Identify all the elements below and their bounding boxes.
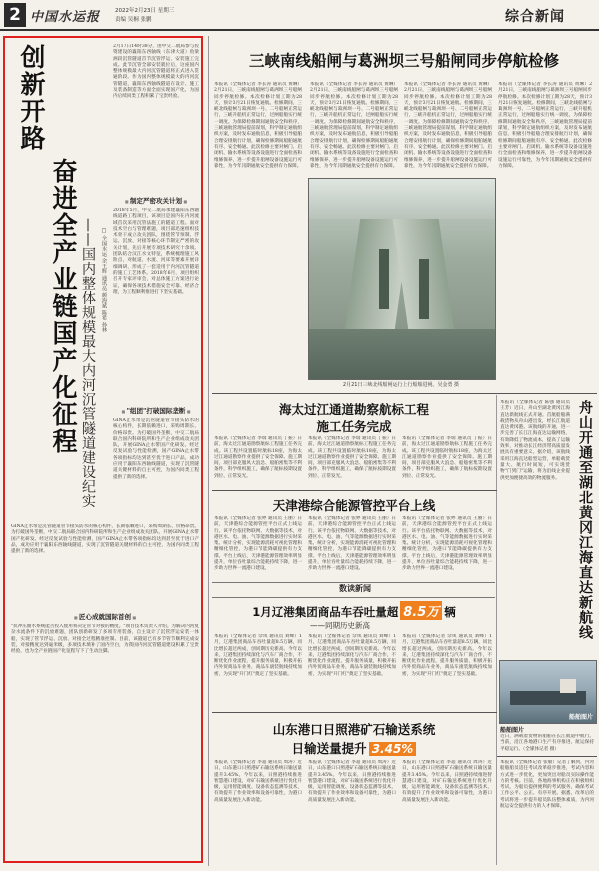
tianjin-body: 本报讯（全媒体记者 张婷 通讯员 王丽）日前，天津港综合能源管控平台正式上线运行。该平台依托物联网、大数据等技术，对港区水、电、油、气等能源数据进行实时采集、统计分析，实现能源消耗可视化管理和精细化管控，为港口节能降碳提供有力支撑。平台上线后，天津港能源管理效率明显提升，单位吞吐量综合能耗持续下降，进一步助力世界一流港口建设。 xyxy=(214,516,302,572)
strait-body: 本报讯（全媒体记者 李瑞 通讯员 丁振）日前，海太过江通道勘察航标工程施工任务完成。该工程共设置临时航标18座，为海太过江通道勘察作业提供了安全保障。施工期间，项目部克服风大浪急、船舶密集等不利条件，科学组织施工，确保了航标按期设置到位、正常发光。 xyxy=(402,436,492,479)
section-rule xyxy=(212,712,497,713)
headline-part1: 创新开路 xyxy=(17,44,46,152)
photo-caption: 2月21日三峡北线船闸运行上行船舶进闸。吴金勇 摄 xyxy=(342,382,460,388)
section-name: 综合新闻 xyxy=(505,9,565,25)
byline: □ 全国水运 余王辉 通讯员 颜海斌 陈希 孙林 xyxy=(101,228,107,333)
zhoushan-headline: 舟山开通至湖北黄冈江海直达新航线 xyxy=(577,400,593,640)
page-number: 2 xyxy=(4,3,26,27)
section-heading: ■ 制定严密攻关计划 ■ xyxy=(113,196,199,205)
section-rule xyxy=(212,490,497,491)
ship-photo xyxy=(499,660,597,724)
section-rule xyxy=(497,393,597,394)
section-rule xyxy=(497,756,597,757)
article-subtitle: ——国内整体规模最大内河沉管隧道建设纪实 xyxy=(80,218,96,508)
strait-body: 本报讯（全媒体记者 李瑞 通讯员 丁振）日前，海太过江通道勘察航标工程施工任务完成。该工程共设置临时航标18座，为海太过江通道勘察作业提供了安全保障。施工期间，项目部克服风大浪急、船舶密集等不利条件，科学组织施工，确保了航标按期设置到位、正常发光。 xyxy=(214,436,302,479)
data-news-body: 本报讯（全媒体记者 佘凤 通讯员 刘峰）1月，辽港集团商品车吞吐量超8.5万辆，同比增长超过两成，创同期历史新高。今年以来，辽港集团持续深化与汽车厂商合作，不断优化作业流程，提升服务质量，积极开拓内外贸商品车业务，商品车滚装航线持续加密，为实现"开门红"奠定了坚实基础。 xyxy=(402,634,492,677)
top-headline: 三峡南线船闸与葛洲坝三号船闸同步停航检修 xyxy=(248,52,559,70)
section-rule xyxy=(212,393,497,394)
photo-caption-title: 船舶图片 xyxy=(500,727,525,734)
bottom-headline-text: 日输送量提升 xyxy=(291,741,367,756)
data-news-body: 本报讯（全媒体记者 佘凤 通讯员 刘峰）1月，辽港集团商品车吞吐量超8.5万辆，同比增长超过两成，创同期历史新高。今年以来，辽港集团持续深化与汽车厂商合作，不断优化作业流程，提升服务质量，积极开拓内外贸商品车业务，商品车滚装航线持续加密，为实现"开门红"奠定了坚实基础。 xyxy=(214,634,302,677)
section-heading: ■ 匠心成就国际首创 ■ xyxy=(11,612,199,621)
article-body: "抗冲压曲水系统能否投入使用将决定管节对接的精度。"项目技术负责人介绍。为解决内河复杂水流条件下的沉放难题，团队创新研发了多项专用装备，自主设计了沉管浮运安装一体船，实现了管节浮运、沉放、对接全过程精准控制。目前，该隧道已有多节管节顺利完成安装，对接精度达到毫米级，多项技术填补了国内空白，为我国内河沉管隧道建设积累了宝贵经验，也为全产业链国产化征程写下了生动注脚。 xyxy=(11,624,199,655)
tianjin-headline: 天津港综合能源管控平台上线 xyxy=(272,498,436,513)
strait-body: 本报讯（全媒体记者 李瑞 通讯员 丁振）日前，海太过江通道勘察航标工程施工任务完成。该工程共设置临时航标18座，为海太过江通道勘察作业提供了安全保障。施工期间，项目部克服风大浪急、船舶密集等不利条件，科学组织施工，确保了航标按期设置到位、正常发光。 xyxy=(308,436,396,479)
data-news-header: 数读新闻 xyxy=(339,584,371,593)
bottom-headline-number: 3.45% xyxy=(369,742,417,756)
data-news-body: 本报讯（全媒体记者 佘凤 通讯员 刘峰）1月，辽港集团商品车吞吐量超8.5万辆，同比增长超过两成，创同期历史新高。今年以来，辽港集团持续深化与汽车厂商合作，不断优化作业流程，提升服务质量，积极开拓内外贸商品车业务，商品车滚装航线持续加密，为实现"开门红"奠定了坚实基础。 xyxy=(308,634,396,677)
article-body: GINA止水带是沉管隧道管节接头防水的核心构件，长期依赖进口，采购周期长、价格昂贵。为打破国外垄断，中交二航局联合国内科研院所和生产企业组成攻关团队，开展GINA止水带国产化研发。经过反复试验与性能检测，国产GINA止水带各项指标均达到甚至优于进口产品，成功应用于襄阳东西轴线隧道，实现了沉管隧道关键材料的自主可控，为国内同类工程提供了新的选择。 xyxy=(113,418,199,480)
ship-lock-photo xyxy=(308,178,496,380)
tianjin-body: 本报讯（全媒体记者 张婷 通讯员 王丽）日前，天津港综合能源管控平台正式上线运行。该平台依托物联网、大数据等技术，对港区水、电、油、气等能源数据进行实时采集、统计分析，实现能源消耗可视化管理和精细化管控，为港口节能降碳提供有力支撑。平台上线后，天津港能源管理效率明显提升，单位吞吐量综合能耗持续下降，进一步助力世界一流港口建设。 xyxy=(402,516,492,572)
bottom-body: 本报讯（全媒体记者 李超 通讯员 周涛）近日，山东港口日照港矿石输送系统日输送量提升3.45%。今年以来，日照港持续推进智慧港口建设，对矿石输送系统进行优化升级，运用智能调度、设备状态监测等技术，有效提升了作业效率和设备可靠性，为港口高质量发展注入新动能。 xyxy=(402,760,492,803)
data-news-title xyxy=(214,601,494,620)
data-title-unit: 辆 xyxy=(444,605,456,619)
masthead-rule xyxy=(0,29,599,31)
data-title-number: 8.5万 xyxy=(400,601,442,620)
newspaper-logo: 中国水运报 xyxy=(30,10,101,25)
strait-headline-2: 施工任务完成 xyxy=(316,419,392,434)
editors: 责编 吴桐 张鹏 xyxy=(115,17,152,23)
article-intro: 2月17日14时38分，由中交二航局参与投资建设的襄阳东西轴线（东津大道）鱼梁洲段沉管隧道首节沉管浮运、安装施工完成。此节沉管全部安装就位后，这座国内整体规模最大内河沉管隧道将正式进入贯通阶段。作为国内整体规模最大的内河沉管隧道，襄阳东西轴线隧道在设计、施工及装备制造等方面全面实现国产化，为国内后续同类工程积累了宝贵经验。 xyxy=(113,44,199,100)
column-divider xyxy=(496,395,497,865)
bottom-body: 本报讯（全媒体记者 李超 通讯员 周涛）近日，山东港口日照港矿石输送系统日输送量提升3.45%。今年以来，日照港持续推进智慧港口建设，对矿石输送系统进行优化升级，运用智能调度、设备状态监测等技术，有效提升了作业效率和设备可靠性，为港口高质量发展注入新动能。 xyxy=(308,760,396,803)
bottom-headline-2 xyxy=(214,738,494,757)
bottom-headline-1: 山东港口日照港矿石输送系统 xyxy=(272,722,436,737)
article-body: GINA止水带是沉管隧道管节接头防水的核心构件，长期依赖进口，采购周期长、价格昂贵。为打破国外垄断，中交二航局联合国内科研院所和生产企业组成攻关团队，开展GINA止水带国产化研发。经过反复试验与性能检测，国产GINA止水带各项指标均达到甚至优于进口产品，成功应用于襄阳东西轴线隧道，实现了沉管隧道关键材料的自主可控，为国内同类工程提供了新的选择。 xyxy=(11,524,199,555)
section-heading: ■ "组团"打破国际垄断 ■ xyxy=(113,406,199,415)
bottom-body: 本报讯（全媒体记者 李超 通讯员 周涛）近日，山东港口日照港矿石输送系统日输送量提升3.45%。今年以来，日照港持续推进智慧港口建设，对矿石输送系统进行优化升级，运用智能调度、设备状态监测等技术，有效提升了作业效率和设备可靠性，为港口高质量发展注入新动能。 xyxy=(214,760,302,803)
zhoushan-body: 本报讯（全媒体记者 陈强 通讯员 王芳）近日，舟山至湖北黄冈江海直达新航线正式开通。首航船舶满载货物从舟山港出发，经长江航道直达黄冈港。该航线的开通，进一步完善了长江江海直达运输网络，有效降低了物流成本，提高了运输效率，对推动长江经济带高质量发展具有重要意义。据介绍，该航线采用江海直达船型运营，单船载货量大、航行时间短，可实现货物"门到门"运输，将为沿线企业提供更加便捷高效的物流服务。 xyxy=(500,400,570,481)
top-article-body: 本报讯（全媒体记者 李长涛 通讯员 黄琳）2月21日，三峡南线船闸与葛洲坝三号船闸同步停航检修。本次检修计划工期为28天，预计3月21日恢复通航。检修期间，三峡北线船闸与葛洲坝一号、二号船闸正常运行，三峡升船机正常运行，过闸船舶实行统一调度。为保障检修期间通航安全和秩序，三峡通航管理局提前谋划，科学制定通航组织方案，及时发布通航信息，积极引导船舶合理安排航行计划，确保检修期间船舶通航有序、安全畅通。此次检修主要对闸门、启闭机、输水系统等设备设施进行全面检查和维修保养，进一步提升船闸设备设施运行可靠性，为今年汛期通航安全提供有力保障。 xyxy=(214,82,302,169)
tianjin-body: 本报讯（全媒体记者 张婷 通讯员 王丽）日前，天津港综合能源管控平台正式上线运行。该平台依托物联网、大数据等技术，对港区水、电、油、气等能源数据进行实时采集、统计分析，实现能源消耗可视化管理和精细化管控，为港口节能降碳提供有力支撑。平台上线后，天津港能源管理效率明显提升，单位吞吐量综合能耗持续下降，进一步助力世界一流港口建设。 xyxy=(308,516,396,572)
right-bottom-body: 本报讯（全媒体记者 张敏）记者了解到，内河船舶船员适任考试改革稳步推进，考试内容和方式进一步优化，更加突出对船员实际操作能力的考核。目前，各地海事机构正在积极组织考试，为船员提供便利的考试服务，确保考试工作公平、公正、有序开展。据悉，改革后的考试将进一步提升船员队伍整体素质，为内河航运安全提供有力的人才保障。 xyxy=(500,760,594,810)
data-news-subtitle: ——同期历史新高 xyxy=(310,621,370,630)
left-article xyxy=(3,36,203,863)
top-article-body: 本报讯（全媒体记者 李长涛 通讯员 黄琳）2月21日，三峡南线船闸与葛洲坝三号船闸同步停航检修。本次检修计划工期为28天，预计3月21日恢复通航。检修期间，三峡北线船闸与葛洲坝一号、二号船闸正常运行，三峡升船机正常运行，过闸船舶实行统一调度。为保障检修期间通航安全和秩序，三峡通航管理局提前谋划，科学制定通航组织方案，及时发布通航信息，积极引导船舶合理安排航行计划，确保检修期间船舶通航有序、安全畅通。此次检修主要对闸门、启闭机、输水系统等设备设施进行全面检查和维修保养，进一步提升船闸设备设施运行可靠性，为今年汛期通航安全提供有力保障。 xyxy=(310,82,398,169)
photo-caption-body: 近日，满载着货物的船舶在长江航道中航行。当前，沿江各地港口生产有序推进，航运保持平稳运行。（全媒体记者 摄） xyxy=(500,734,594,752)
top-article-body: 本报讯（全媒体记者 李长涛 通讯员 黄琳）2月21日，三峡南线船闸与葛洲坝三号船闸同步停航检修。本次检修计划工期为28天，预计3月21日恢复通航。检修期间，三峡北线船闸与葛洲坝一号、二号船闸正常运行，三峡升船机正常运行，过闸船舶实行统一调度。为保障检修期间通航安全和秩序，三峡通航管理局提前谋划，科学制定通航组织方案，及时发布通航信息，积极引导船舶合理安排航行计划，确保检修期间船舶通航有序、安全畅通。此次检修主要对闸门、启闭机、输水系统等设备设施进行全面检查和维修保养，进一步提升船闸设备设施运行可靠性，为今年汛期通航安全提供有力保障。 xyxy=(498,82,592,169)
article-body: 2018年5月，中交二航局承建襄阳东西轴线道路工程项目，该项目是国内在内河流域首次采用沉管法施工的隧道工程。面对技术空白与管理难题，项目部迅速组织技术骨干成立攻关团队，围绕管节预制、浮运、沉放、对接等核心环节制定严密的攻关计划，先后开展专项技术研究十余项。团队结合汉江水文特征，系统梳理施工风险点，对航道、水流、河床等要素开展详细调研，形成了一套适用于内河沉管隧道的施工工艺体系。2018年6月，项目组织召开专家评审会，对总体施工方案进行论证，确保各项技术措施安全可靠、经济合理，为工程顺利推进打下坚实基础。 xyxy=(113,208,199,295)
column-divider xyxy=(208,36,209,866)
top-article-body: 本报讯（全媒体记者 李长涛 通讯员 黄琳）2月21日，三峡南线船闸与葛洲坝三号船闸同步停航检修。本次检修计划工期为28天，预计3月21日恢复通航。检修期间，三峡北线船闸与葛洲坝一号、二号船闸正常运行，三峡升船机正常运行，过闸船舶实行统一调度。为保障检修期间通航安全和秩序，三峡通航管理局提前谋划，科学制定通航组织方案，及时发布通航信息，积极引导船舶合理安排航行计划，确保检修期间船舶通航有序、安全畅通。此次检修主要对闸门、启闭机、输水系统等设备设施进行全面检查和维修保养，进一步提升船闸设备设施运行可靠性，为今年汛期通航安全提供有力保障。 xyxy=(404,82,492,169)
strait-headline-1: 海太过江通道勘察航标工程 xyxy=(278,402,429,417)
masthead xyxy=(0,0,599,30)
headline-part2: 奋进全产业链国产化征程 xyxy=(49,158,78,455)
issue-date: 2022年2月23日 星期三 xyxy=(115,8,175,14)
photo-label: 船舶图片 xyxy=(568,714,593,721)
data-title-text: 1月辽港集团商品车吞吐量超 xyxy=(252,605,399,619)
